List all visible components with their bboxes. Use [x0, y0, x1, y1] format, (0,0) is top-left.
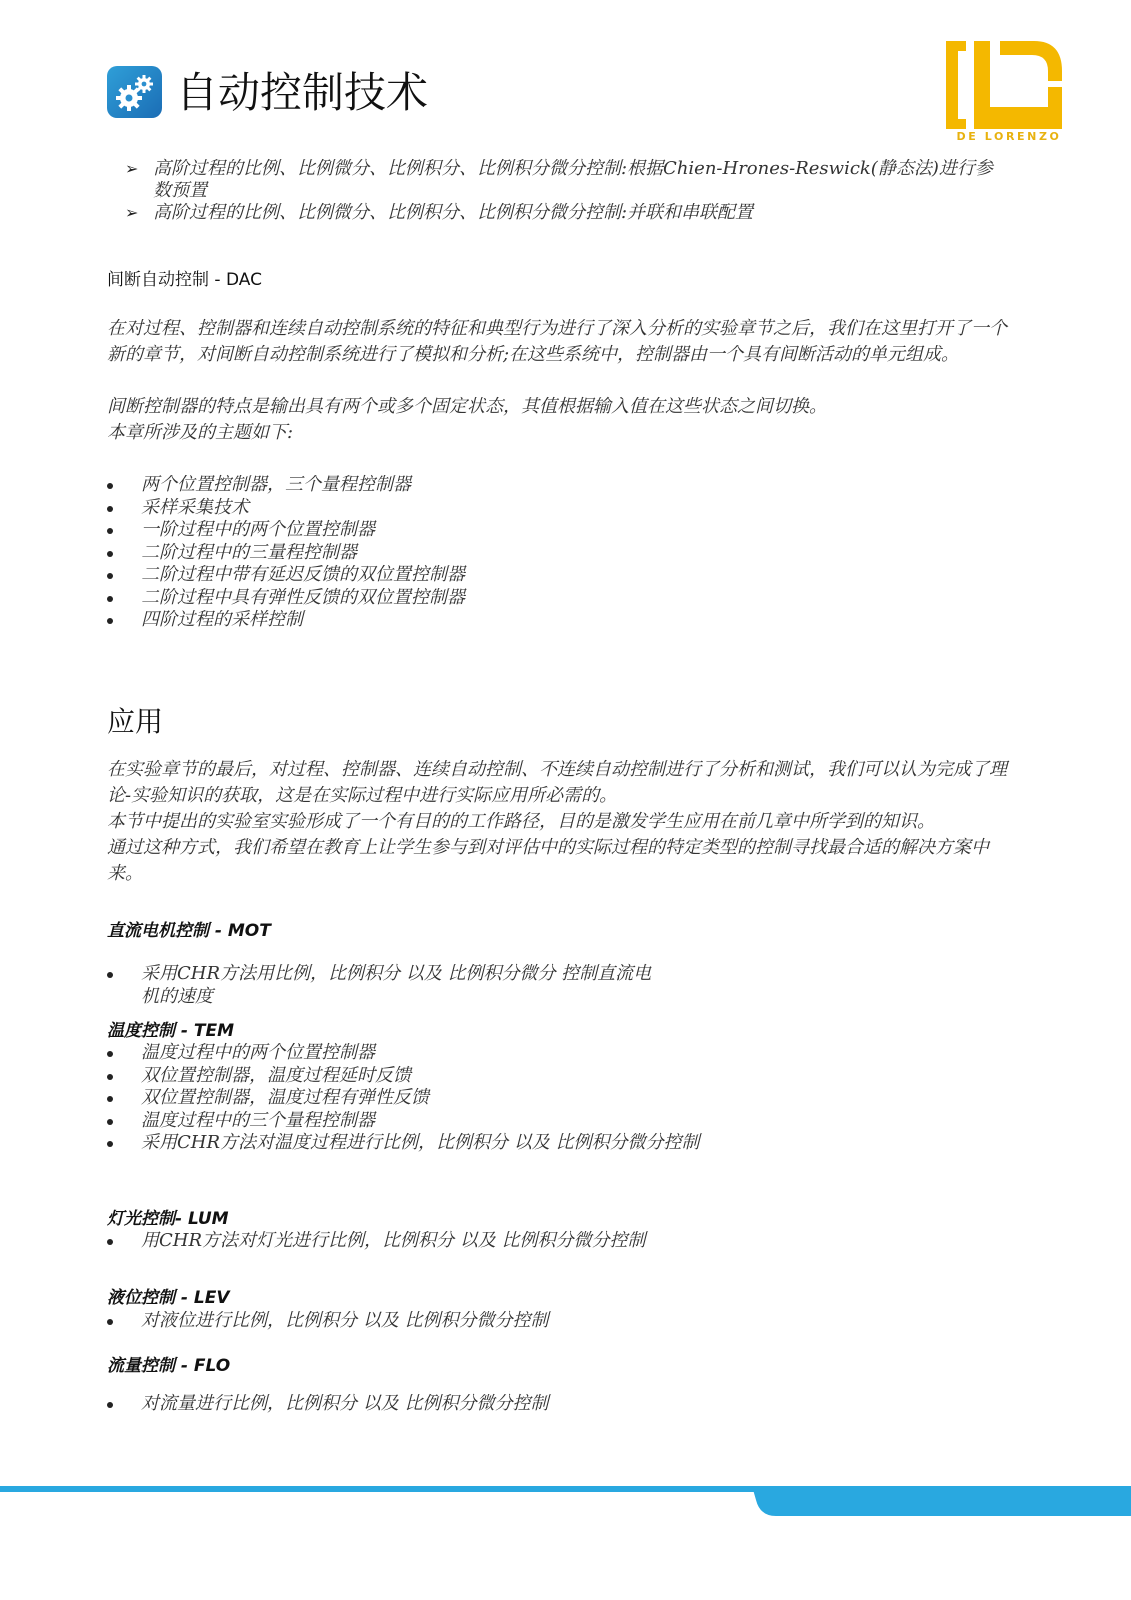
- dac-paragraph-1: 在对过程、控制器和连续自动控制系统的特征和典型行为进行了深入分析的实验章节之后，我们在这里打开了一个新的章节，对间断自动控制系统进行了模拟和分析;在这些系统中，控制器由一个具有间断活动的单元组成。: [107, 318, 1007, 365]
- footer-decoration: [0, 1486, 1131, 1600]
- list-item: 二阶过程中带有延迟反馈的双位置控制器: [107, 564, 465, 587]
- bullet-icon: [107, 573, 113, 579]
- bullet-icon: [107, 1239, 113, 1245]
- bullet-icon: [107, 1074, 113, 1080]
- list-item: ➢ 高阶过程的比例、比例微分、比例积分、比例积分微分控制:根据Chien-Hrones-Reswick(静态法)进行参数预置: [125, 158, 993, 201]
- gears-icon: [107, 66, 162, 118]
- lev-heading: 液位控制 - LEV: [107, 1288, 230, 1308]
- application-paragraph-1: 在实验章节的最后，对过程、控制器、连续自动控制、不连续自动控制进行了分析和测试，我们可以认为完成了理论-实验知识的获取，这是在实际过程中进行实际应用所必需的。: [107, 759, 1007, 806]
- list-item: 采用CHR方法对温度过程进行比例，比例积分 以及 比例积分微分控制: [107, 1132, 699, 1155]
- list-item: ➢ 高阶过程的比例、比例微分、比例积分、比例积分微分控制:并联和串联配置: [125, 202, 754, 223]
- top-items-list: [125, 158, 1005, 224]
- application-heading: 应用: [107, 705, 164, 738]
- list-item: 采样采集技术: [107, 497, 465, 520]
- list-item: 温度过程中的三个量程控制器: [107, 1110, 699, 1133]
- mot-list: [107, 963, 652, 1008]
- application-paragraph-2: 本节中提出的实验室实验形成了一个有目的的工作路径，目的是激发学生应用在前几章中所学到的知识。: [107, 811, 935, 832]
- tem-heading: 温度控制 - TEM: [107, 1021, 235, 1041]
- lum-list: [107, 1230, 645, 1253]
- list-item: 四阶过程的采样控制: [107, 609, 465, 632]
- bullet-icon: [107, 1051, 113, 1057]
- list-item: 温度过程中的两个位置控制器: [107, 1042, 699, 1065]
- bullet-icon: [107, 483, 113, 489]
- lev-list: [107, 1310, 548, 1333]
- dac-topics-list: [107, 474, 465, 632]
- bullet-icon: [107, 551, 113, 557]
- page-title: 自动控制技术: [176, 68, 429, 117]
- tem-list: [107, 1042, 699, 1155]
- bullet-icon: [107, 1319, 113, 1325]
- list-item: 一阶过程中的两个位置控制器: [107, 519, 465, 542]
- bullet-icon: [107, 1119, 113, 1125]
- list-item: 双位置控制器，温度过程有弹性反馈: [107, 1087, 699, 1110]
- dac-paragraph-3: 本章所涉及的主题如下:: [107, 422, 294, 443]
- flo-list: [107, 1393, 548, 1416]
- logo-text: DE LORENZO: [956, 130, 1062, 143]
- bullet-icon: [107, 1141, 113, 1147]
- dac-heading: 间断自动控制 - DAC: [107, 270, 262, 290]
- bullet-icon: [107, 1096, 113, 1102]
- bullet-icon: [107, 506, 113, 512]
- list-item: 对液位进行比例，比例积分 以及 比例积分微分控制: [107, 1310, 548, 1333]
- bullet-icon: [107, 1402, 113, 1408]
- flo-heading: 流量控制 - FLO: [107, 1356, 231, 1376]
- list-item: 用CHR方法对灯光进行比例，比例积分 以及 比例积分微分控制: [107, 1230, 645, 1253]
- arrow-icon: ➢: [125, 159, 139, 178]
- list-item: 采用CHR方法用比例，比例积分 以及 比例积分微分 控制直流电机的速度: [107, 963, 652, 1008]
- list-item: 二阶过程中的三量程控制器: [107, 542, 465, 565]
- list-item: 二阶过程中具有弹性反馈的双位置控制器: [107, 587, 465, 610]
- bullet-icon: [107, 618, 113, 624]
- arrow-icon: ➢: [125, 203, 139, 222]
- bullet-icon: [107, 596, 113, 602]
- list-item: 对流量进行比例，比例积分 以及 比例积分微分控制: [107, 1393, 548, 1416]
- list-item: 双位置控制器，温度过程延时反馈: [107, 1065, 699, 1088]
- lum-heading: 灯光控制- LUM: [107, 1209, 229, 1229]
- application-paragraph-3: 通过这种方式，我们希望在教育上让学生参与到对评估中的实际过程的特定类型的控制寻找最合适的解决方案中来。: [107, 837, 989, 884]
- dac-paragraph-2: 间断控制器的特点是输出具有两个或多个固定状态，其值根据输入值在这些状态之间切换。: [107, 396, 827, 417]
- list-item: 两个位置控制器，三个量程控制器: [107, 474, 465, 497]
- bullet-icon: [107, 972, 113, 978]
- mot-heading: 直流电机控制 - MOT: [107, 921, 271, 941]
- bullet-icon: [107, 528, 113, 534]
